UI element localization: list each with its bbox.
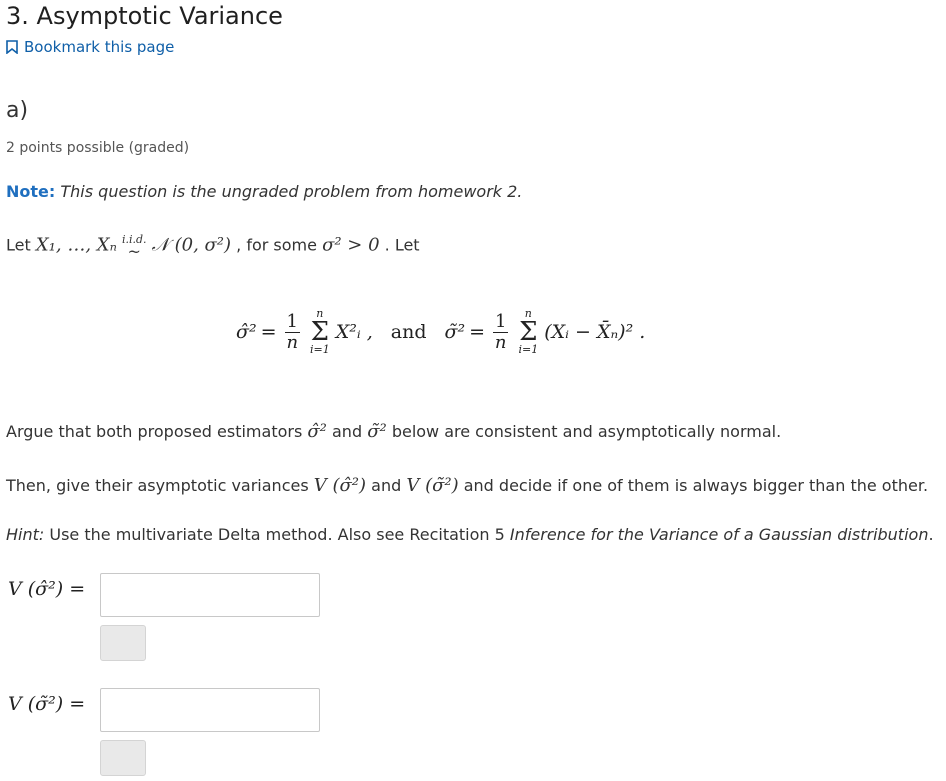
- let-suffix: . Let: [384, 235, 420, 255]
- sum-symbol: Σ: [519, 317, 538, 347]
- tilde-symbol: ~: [127, 242, 141, 261]
- iid-label: i.i.d.: [121, 233, 147, 246]
- note-text: This question is the ungraded problem from homework 2.: [60, 182, 523, 201]
- equals-sign: =: [260, 321, 277, 343]
- frac-denominator: n: [286, 331, 299, 353]
- summation: [310, 308, 330, 356]
- sum-upper: n: [524, 307, 532, 320]
- condition: σ² > 0: [322, 234, 380, 256]
- sample-expression: X₁, …, Xₙ: [35, 234, 117, 256]
- then-text-end: and decide if one of them is always bigger than the other.: [463, 476, 929, 495]
- then-and: and: [371, 476, 402, 495]
- estimator-definitions: [236, 308, 645, 356]
- summation: [518, 308, 538, 356]
- fraction-1-over-n: [493, 312, 508, 353]
- answer-2-preview-button[interactable]: [100, 740, 146, 776]
- hint-text: Use the multivariate Delta method. Also see Recitation 5: [49, 525, 505, 544]
- then-paragraph: [6, 475, 928, 496]
- problem-statement: [6, 233, 420, 261]
- frac-numerator: 1: [286, 310, 298, 332]
- bookmark-button[interactable]: [6, 38, 174, 56]
- hint: [6, 525, 934, 544]
- and-word: and: [390, 321, 427, 343]
- answer-2-lhs: V (σ̃²): [8, 693, 64, 715]
- argue-and: and: [332, 422, 363, 441]
- then-text: Then, give their asymptotic variances: [6, 476, 309, 495]
- page-title: 3. Asymptotic Variance: [6, 2, 283, 30]
- sum-lower: i=1: [309, 343, 330, 356]
- answer-2-input[interactable]: [100, 688, 320, 732]
- fraction-1-over-n: [285, 312, 300, 353]
- sum-lower: i=1: [518, 343, 539, 356]
- bookmark-label: Bookmark this page: [24, 38, 175, 56]
- hint-reference: Inference for the Variance of a Gaussian distribution: [509, 525, 929, 544]
- answer-1-input[interactable]: [100, 573, 320, 617]
- hat-estimator: σ̂²: [236, 321, 257, 343]
- answer-1-label: [8, 578, 85, 600]
- argue-paragraph: [6, 421, 781, 442]
- hat-estimator-inline: σ̂²: [307, 421, 327, 442]
- part-label: a): [6, 98, 29, 123]
- sum-symbol: Σ: [310, 317, 330, 347]
- argue-text-end: below are consistent and asymptotically normal.: [391, 422, 782, 441]
- hint-end: .: [928, 525, 934, 544]
- equals-sign: =: [469, 321, 485, 343]
- note-label: Note:: [6, 182, 56, 201]
- sum-upper: n: [316, 307, 324, 320]
- v-hat-inline: V (σ̂²): [313, 475, 367, 496]
- answer-2-eq: =: [69, 693, 86, 715]
- v-tilde-inline: V (σ̃²): [406, 475, 459, 496]
- frac-denominator: n: [494, 331, 507, 353]
- frac-numerator: 1: [495, 310, 507, 332]
- distribution: 𝒩 (0, σ²): [151, 234, 232, 256]
- answer-1-lhs: V (σ̂²): [8, 578, 64, 600]
- answer-1-eq: =: [69, 578, 86, 600]
- tilde-summand: (Xᵢ − X̄ₙ)² .: [544, 321, 646, 343]
- points-possible: 2 points possible (graded): [6, 140, 190, 156]
- bookmark-icon: [6, 40, 18, 54]
- note: [6, 182, 522, 201]
- argue-text: Argue that both proposed estimators: [6, 422, 303, 441]
- let-prefix: Let: [6, 235, 31, 255]
- tilde-estimator: σ̃²: [444, 321, 466, 343]
- hat-summand: X²ᵢ ,: [335, 321, 373, 343]
- answer-2-label: [8, 693, 85, 715]
- for-some-text: , for some: [236, 235, 317, 255]
- answer-1-preview-button[interactable]: [100, 625, 146, 661]
- hint-label: Hint:: [6, 525, 45, 544]
- tilde-estimator-inline: σ̃²: [367, 421, 387, 442]
